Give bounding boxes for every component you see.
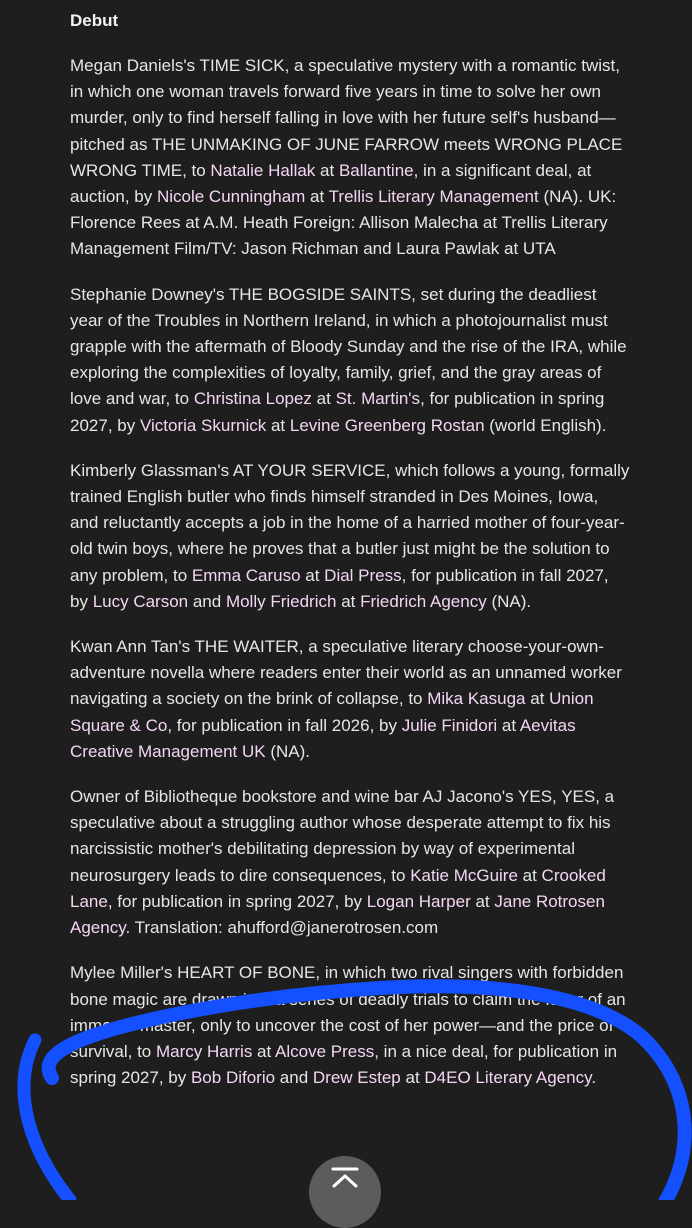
deal-text: Kimberly Glassman's AT YOUR SERVICE, which follows a young, formally trained English butler who finds himself stranded in Des Moines, Iowa, and reluctantly accepts a job in the home of a harried mother of four-year-old twin boys, where he proves that a butler just might be the solution to any problem, to bbox=[70, 460, 630, 585]
deal-text: (NA). bbox=[486, 591, 532, 611]
deal-text: at bbox=[525, 689, 550, 709]
deal-text: and bbox=[188, 591, 226, 611]
deal-link[interactable]: Katie McGuire bbox=[410, 865, 518, 885]
deal-link[interactable]: Levine Greenberg Rostan bbox=[289, 415, 485, 435]
deal-text: . bbox=[591, 1068, 597, 1088]
deal-link[interactable]: Julie Finidori bbox=[401, 715, 498, 735]
deal-link[interactable]: Friedrich Agency bbox=[360, 591, 487, 611]
deal-text: Owner of Bibliotheque bookstore and wine bar AJ Jacono's YES, YES, a speculative about a struggling author whose desperate attempt to fix his narcissistic mother's debilitating depression by way of experimental neurosurgery leads to dire consequences, to bbox=[70, 787, 615, 885]
deal-text: at bbox=[305, 187, 329, 207]
deal-text: Kwan Ann Tan's THE WAITER, a speculative literary choose-your-own-adventure novella where readers enter their world as an unnamed worker navigating a society on the brink of collapse, to bbox=[70, 637, 622, 709]
deal-link[interactable]: Molly Friedrich bbox=[225, 591, 337, 611]
section-heading: Debut bbox=[70, 11, 119, 30]
deal-entry bbox=[70, 784, 630, 941]
deal-entry bbox=[70, 282, 630, 439]
deal-entry bbox=[70, 960, 630, 1091]
deal-text: Mylee Miller's HEART OF BONE, in which two rival singers with forbidden bone magic are drawn into a series of deadly trials to claim the favor of an immortal master, only to uncover the cost of her power—and the price of survival, to bbox=[70, 963, 626, 1061]
deal-text: Stephanie Downey's THE BOGSIDE SAINTS, set during the deadliest year of the Troubles in Northern Ireland, in which a photojournalist must grapple with the aftermath of Bloody Sunday and the rise of the IRA, while exploring the complexities of loyalty, family, grief, and the gray areas of love and war, to bbox=[70, 284, 627, 409]
deal-text: at bbox=[497, 715, 520, 735]
deal-text: (NA). UK: Florence Rees at A.M. Heath Foreign: Allison Malecha at Trellis Literary Management Film/TV: Jason Richman and Laura Pawlak at UTA bbox=[70, 187, 617, 259]
deal-entry bbox=[70, 53, 630, 263]
deal-link[interactable]: Bob Diforio bbox=[190, 1068, 276, 1088]
deal-link[interactable]: Ballantine bbox=[338, 160, 414, 180]
deal-link[interactable]: Mika Kasuga bbox=[427, 689, 526, 709]
deal-text: Megan Daniels's TIME SICK, a speculative mystery with a romantic twist, in which one woman travels forward five years in time to solve her own murder, only to find herself falling in love with her future self's husband—pitched as THE UNMAKING OF JUNE FARROW meets WRONG PLACE WRONG TIME, to bbox=[70, 56, 623, 180]
deal-text: and bbox=[275, 1068, 313, 1088]
deal-text: (NA). bbox=[265, 741, 310, 761]
deal-text: , in a nice deal, for publication in spring 2027, by bbox=[70, 1041, 618, 1088]
deal-list bbox=[70, 8, 630, 1110]
deal-text: at bbox=[400, 1068, 425, 1088]
deal-text: , for publication in fall 2027, by bbox=[70, 565, 609, 611]
deal-link[interactable]: Christina Lopez bbox=[193, 389, 312, 409]
deal-link[interactable]: Lucy Carson bbox=[92, 591, 189, 611]
deal-link[interactable]: Trellis Literary Management bbox=[328, 187, 539, 207]
scroll-to-top-button[interactable] bbox=[309, 1156, 381, 1228]
deal-text: (world English). bbox=[484, 415, 607, 435]
chevron-up-icon bbox=[330, 1167, 360, 1189]
deal-link[interactable]: D4EO Literary Agency bbox=[424, 1068, 592, 1088]
deal-text: , for publication in spring 2027, by bbox=[107, 891, 367, 911]
deal-link[interactable]: Emma Caruso bbox=[191, 565, 301, 585]
deal-entry bbox=[70, 634, 630, 765]
deal-text: at bbox=[336, 591, 361, 611]
deal-link[interactable]: Marcy Harris bbox=[155, 1041, 253, 1061]
deal-link[interactable]: Jane Rotrosen Agency bbox=[70, 891, 605, 938]
deal-link[interactable]: Nicole Cunningham bbox=[156, 187, 306, 207]
deal-link[interactable]: Logan Harper bbox=[366, 891, 471, 911]
deal-text: at bbox=[517, 865, 542, 885]
deals-container bbox=[70, 53, 630, 1091]
deal-text: . Translation: ahufford@janerotrosen.com bbox=[125, 918, 439, 938]
deal-text: at bbox=[300, 565, 325, 585]
deal-text: at bbox=[315, 160, 339, 180]
deal-link[interactable]: Union Square & Co bbox=[70, 689, 594, 735]
deal-text: at bbox=[252, 1041, 276, 1061]
deal-link[interactable]: Dial Press bbox=[324, 565, 402, 585]
deal-text: , for publication in spring 2027, by bbox=[70, 389, 605, 435]
deal-text: , for publication in fall 2026, by bbox=[167, 715, 402, 735]
deal-entry bbox=[70, 458, 630, 615]
deal-link[interactable]: Victoria Skurnick bbox=[139, 415, 267, 435]
deal-link[interactable]: Aevitas Creative Management UK bbox=[70, 715, 576, 761]
deal-link[interactable]: Crooked Lane bbox=[70, 865, 606, 911]
deal-text: , in a significant deal, at auction, by bbox=[70, 160, 592, 207]
deal-text: at bbox=[470, 891, 495, 911]
deal-text: at bbox=[266, 415, 290, 435]
deal-link[interactable]: Alcove Press bbox=[275, 1041, 375, 1061]
deal-link[interactable]: Drew Estep bbox=[312, 1068, 401, 1088]
deal-link[interactable]: St. Martin's bbox=[335, 389, 421, 409]
deal-text: at bbox=[311, 389, 336, 409]
deal-link[interactable]: Natalie Hallak bbox=[210, 160, 316, 180]
